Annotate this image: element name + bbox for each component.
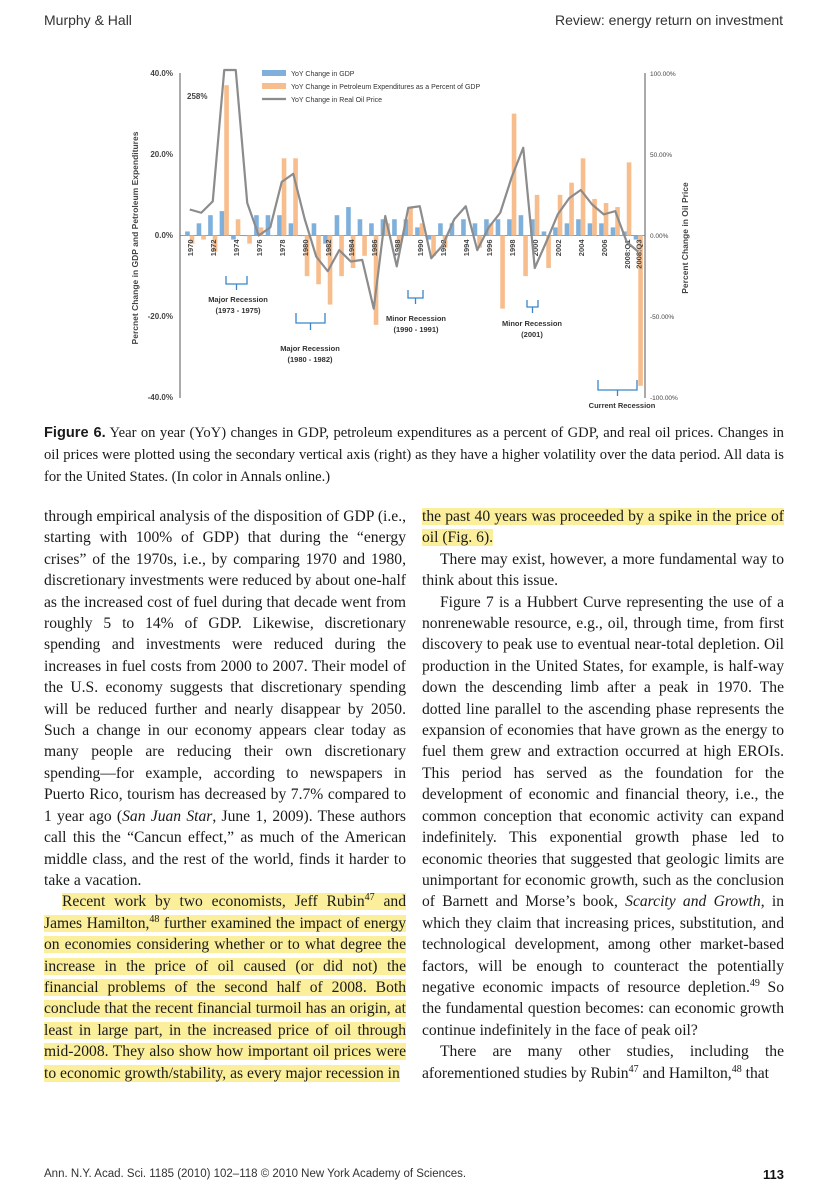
gdp-bar: [312, 223, 317, 235]
gdp-bar: [519, 215, 524, 235]
petroleum-bar: [500, 236, 505, 309]
text-span: Recent work by two economists, Jeff Rubin: [62, 893, 365, 911]
paragraph: There may exist, however, a more fundamental way to think about this issue.: [422, 550, 784, 590]
legend-label-petroleum: YoY Change in Petroleum Expenditures as a Percent of GDP: [291, 84, 481, 91]
recession-label: (1990 - 1991): [393, 325, 439, 334]
page-footer: [44, 1168, 784, 1180]
x-tick-label: 1988: [392, 239, 402, 257]
recession-label: (1973 - 1975): [215, 306, 261, 315]
text-span: There are many other studies, including the aforementioned studies by Rubin: [422, 1043, 784, 1082]
y-tick-label: 20.0%: [150, 150, 173, 159]
gdp-bar: [507, 219, 512, 235]
text-span: , June 1, 2009). These authors call this the “Cancun effect,” as much of the American middle class, and the rest of the world, finds it harder to take a vacation.: [44, 807, 406, 889]
petroleum-bar: [523, 236, 528, 277]
journal-citation: Ann. N.Y. Acad. Sci. 1185 (2010) 102–118 © 2010 New York Academy of Sciences.: [44, 1168, 467, 1180]
gdp-bar: [634, 236, 639, 240]
gdp-bar: [358, 219, 363, 235]
x-tick-label: 1992: [438, 239, 448, 257]
right-column: [422, 506, 784, 1084]
gdp-bar: [346, 207, 351, 235]
running-header-authors: Murphy & Hall: [44, 12, 132, 28]
petroleum-bar: [454, 236, 459, 237]
petroleum-bar: [293, 158, 298, 235]
gdp-bar: [542, 231, 547, 235]
petroleum-bar: [362, 236, 367, 256]
caption-text: Year on year (YoY) changes in GDP, petroleum expenditures as a percent of GDP, and real oil prices. Changes in oil prices were plotted using the secondary vertical axis (right) as they have a higher volatility over the data period. All data is for the United States. (In color in Annals online.): [44, 425, 784, 485]
recession-2001: [527, 300, 538, 313]
paragraph: [422, 1041, 784, 1084]
x-tick-label: 2008:Q1: [622, 239, 632, 269]
x-tick-label: 1996: [484, 239, 494, 257]
x-tick-label: 1980: [300, 239, 310, 257]
gdp-bar: [553, 227, 558, 235]
y2-tick-label: 100.00%: [650, 71, 676, 78]
petroleum-bar: [627, 162, 632, 235]
recession-1973-1975: [226, 276, 247, 290]
text-span: , in which they claim that increasing prices, substitution, and technological development, among other market-based factors, will be enough to counteract the potentially negative economic impacts of resource depletion.: [422, 893, 784, 996]
text-span: So the fundamental question becomes: can economic growth continue indefinitely in the face of peak oil?: [422, 978, 784, 1039]
petroleum-bar: [535, 195, 540, 236]
left-column: [44, 506, 406, 1084]
x-tick-label: 1970: [185, 239, 195, 257]
x-tick-label: 1994: [461, 239, 471, 257]
y-tick-label: -20.0%: [147, 312, 173, 321]
x-tick-label: 1972: [208, 239, 218, 257]
recession-1990-1991: [408, 290, 423, 304]
citation-italic: San Juan Star: [122, 807, 213, 825]
text-span: Figure 7 is a Hubbert Curve representing the use of a nonrenewable resource, e.g., oil, through time, from first discovery to peak use to eventual near-total depletion. Oil production in the United States, for example, is half-way down the descending limb after a peak in 1970. The dotted line parallel to the ascending phase represents the expansion of economies that have grown as the energy to fuel them grew and extraction occurred at high EROIs. This period has served as the foundation for the development of economic and financial theory, i.e., the common conception that economic activity can expand indefinitely. This exponential growth phase led to economic theories that suggested that geologic limits are unimportant for economic growth, such as the conclusion of Barnett and Morse’s book,: [422, 593, 784, 911]
petroleum-bar: [247, 236, 252, 244]
figure-6-chart: [130, 58, 700, 418]
gdp-bar: [611, 227, 616, 235]
page-number: 113: [763, 1167, 784, 1182]
gdp-bar: [197, 223, 202, 235]
x-tick-group: [186, 239, 644, 269]
legend-swatch-petroleum: [262, 83, 286, 89]
gdp-bar: [266, 215, 271, 235]
recession-label: (2001): [521, 330, 543, 339]
petroleum-bar: [604, 203, 609, 236]
x-tick-label: 1998: [507, 239, 517, 257]
gdp-bar: [392, 219, 397, 235]
text-span: through empirical analysis of the disposition of GDP (i.e., starting with 100% of GDP) that during the “energy crises” of the 1970s, i.e., by comparing 1970 and 1980, discretionary investments were reduced by about one-half as the increased cost of fuel during that decade went from roughly 5 to 14% of GDP. Likewise, discretionary spending and investments were reduced during the increases in fuel costs from 2000 to 2007. Their model of the U.S. economy suggests that discretionary spending will be reduced further and nearly disappear by 2050. Such a change in our economy appears clear today as many people are reducing their own discretionary spending—for example, according to newspapers in Puerto Rico, tourism has decreased by 7.7% compared to 1 year ago (: [44, 508, 406, 825]
y2-axis-title: Percent Change in Oil Price: [680, 182, 690, 294]
petroleum-bar: [569, 183, 574, 236]
figure-label: Figure 6.: [44, 425, 106, 441]
y2-tick-label: -50.00%: [650, 314, 675, 321]
text-span: and James Hamilton,: [44, 893, 406, 932]
recession-label: (1980 - 1982): [287, 355, 333, 364]
gdp-bar: [369, 223, 374, 235]
gdp-bar: [565, 223, 570, 235]
gdp-bar: [438, 223, 443, 235]
y-tick-label: 0.0%: [154, 231, 173, 240]
y-tick-label: -40.0%: [147, 393, 173, 402]
recession-1980-1982: [296, 313, 325, 330]
recession-label: Major Recession: [208, 295, 268, 304]
y-tick-label: 40.0%: [150, 69, 173, 78]
petroleum-bar: [270, 236, 275, 237]
legend-label-oil: YoY Change in Real Oil Price: [291, 97, 383, 104]
recession-label: Current Recession: [588, 401, 656, 410]
legend-swatch-gdp: [262, 70, 286, 76]
petroleum-bar: [201, 236, 206, 240]
reference-superscript: 48: [731, 1063, 742, 1075]
petroleum-bar: [408, 207, 413, 235]
figure-caption: [44, 422, 784, 488]
recession-label: Minor Recession: [501, 319, 563, 328]
gdp-bar: [588, 223, 593, 235]
petroleum-bar: [236, 219, 241, 235]
x-tick-label: 1978: [277, 239, 287, 257]
petroleum-bar: [282, 158, 287, 235]
petroleum-bar: [224, 85, 229, 235]
x-tick-label: 1982: [323, 239, 333, 257]
gdp-bar: [496, 219, 501, 235]
petroleum-bar: [581, 158, 586, 235]
y2-tick-label: -100.00%: [650, 395, 678, 402]
y2-tick-label: 50.00%: [650, 152, 673, 159]
gdp-bar: [185, 231, 190, 235]
gdp-bar: [289, 223, 294, 235]
paragraph: [44, 506, 406, 891]
paragraph: [422, 592, 784, 1042]
petroleum-bar: [339, 236, 344, 277]
legend-label-gdp: YoY Change in GDP: [291, 71, 355, 78]
text-span: and Hamilton,: [638, 1064, 732, 1082]
highlighted-paragraph: [422, 506, 784, 549]
x-tick-label: 2000: [530, 239, 540, 257]
recession-label: Major Recession: [280, 344, 340, 353]
gdp-bar: [415, 227, 420, 235]
gdp-bar: [231, 236, 236, 240]
petroleum-bar: [466, 236, 471, 237]
gdp-bar: [208, 215, 213, 235]
book-title-italic: Scarcity and Growth: [625, 893, 761, 911]
text-span: the past 40 years was proceeded by a spike in the price of oil (Fig. 6).: [422, 508, 784, 547]
x-tick-label: 1986: [369, 239, 379, 257]
reference-superscript: 49: [749, 977, 760, 989]
x-tick-label: 2006: [599, 239, 609, 257]
recession-current: [598, 380, 637, 396]
recession-label: Minor Recession: [385, 314, 447, 323]
reference-superscript: 47: [364, 892, 375, 904]
x-tick-label: 1984: [346, 239, 356, 257]
gdp-bar: [461, 219, 466, 235]
text-span: that: [741, 1064, 770, 1082]
text-span: further examined the impact of energy on economies considering whether or to what degree the increase in the price of oil caused (or did not) the financial problems of the second half of 2008. Both conclude that the recent financial turmoil has an origin, at least in large part, in the increased price of oil through mid-2008. They also show how important oil prices were to economic growth/stability, as every major recession in: [44, 914, 406, 1082]
reference-superscript: 47: [628, 1063, 639, 1075]
highlighted-paragraph: [44, 891, 406, 1084]
gdp-bar: [300, 236, 305, 237]
gdp-bar: [220, 211, 225, 235]
annotation-258: 258%: [187, 92, 208, 101]
gdp-bar: [277, 215, 282, 235]
gdp-bar: [243, 236, 248, 237]
gdp-bar: [599, 223, 604, 235]
x-tick-label: 2002: [553, 239, 563, 257]
gdp-bar: [576, 219, 581, 235]
gdp-bar: [335, 215, 340, 235]
x-tick-label: 1990: [415, 239, 425, 257]
x-tick-label: 1974: [231, 239, 241, 257]
running-header-title: Review: energy return on investment: [555, 12, 783, 28]
chart-svg: [130, 58, 700, 418]
y-axis-title: Percnet Change in GDP and Petroleum Expenditures: [130, 131, 140, 345]
x-tick-label: 2008:Q3: [634, 239, 644, 269]
x-tick-label: 2004: [576, 239, 586, 257]
reference-superscript: 48: [149, 913, 160, 925]
x-tick-label: 1976: [254, 239, 264, 257]
y2-tick-label: 0.00%: [650, 233, 669, 240]
